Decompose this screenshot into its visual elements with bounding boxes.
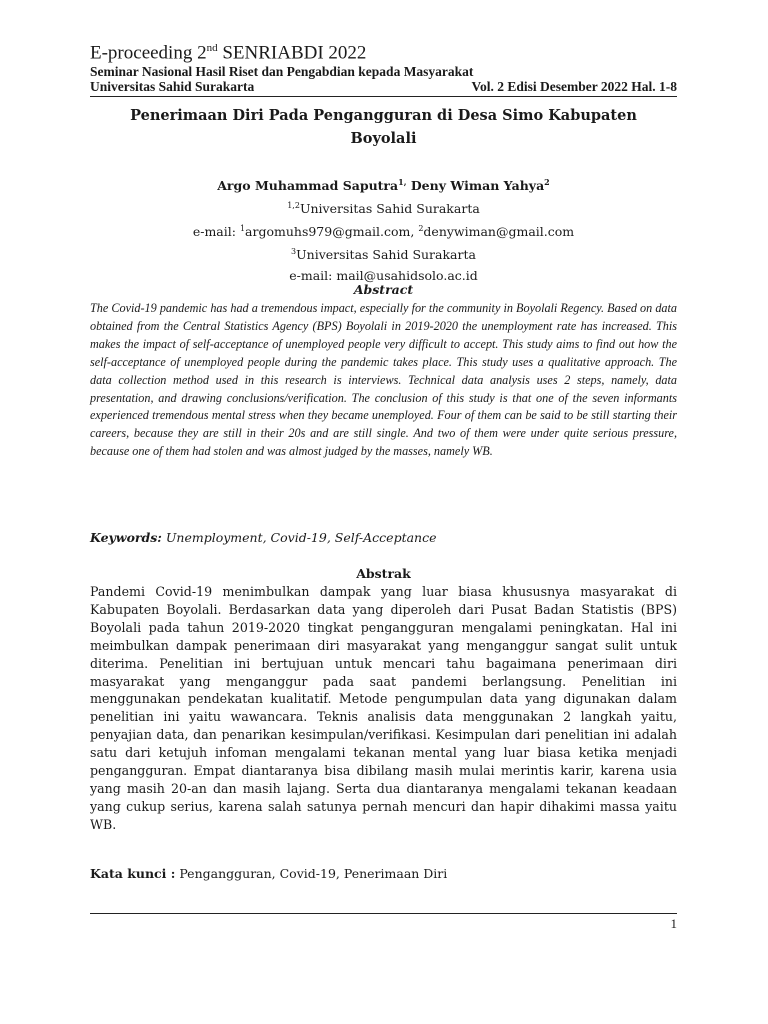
volume-info: Vol. 2 Edisi Desember 2022 Hal. 1-8 (471, 79, 677, 94)
affiliation-1: $^{1,2}$Universitas Sahid Surakarta (287, 201, 480, 217)
abstrak-heading: Abstrak (356, 566, 411, 581)
affiliation-3: $^3$Universitas Sahid Surakarta (291, 247, 476, 263)
seminar-name: Seminar Nasional Hasil Riset dan Pengabdian kepada Masyarakat (90, 64, 474, 79)
abstract-text: The Covid-19 pandemic has had a tremendous impact, especially for the community in Boyolali Regency. Based on data obtained from the Central Statistics Agency (BPS) Boyolali in 2019-2020 the unemployment rate has increased. This makes the impact of self-acceptance of unemployed people very difficult to accept. This study aims to find out how the self-acceptance of unemployed people during the pandemic takes place. This study uses a qualitative approach. The data collection method used in this research is interviews. Technical data analysis uses 2 steps, namely, data presentation, and drawing conclusions/verification. The conclusion of this study is that one of the seven informants experienced tremendous mental stress when they became unemployed. Four of them can be said to be still starting their careers, because they are still in their 20s and are still single. And two of them were under quite serious pressure, because one of them had stolen and was almost judged by the masses, namely WB. (90, 301, 677, 459)
abstract-heading: Abstract (353, 282, 414, 297)
author-emails: e-mail: $^1$argomuhs979@gmail.com, $^2$denywiman@gmail.com (192, 224, 575, 240)
kata-kunci-line (90, 866, 677, 881)
keywords-values: Unemployment, Covid-19, Self-Acceptance (161, 530, 437, 545)
keywords-line (90, 530, 677, 545)
header-divider (90, 96, 677, 97)
institution-email: e-mail: mail@usahidsolo.ac.id (289, 267, 478, 283)
page-number: 1 (670, 916, 677, 931)
proceeding-title: E-proceeding 2nd SENRIABDI 2022 (90, 42, 367, 64)
paper-title: Penerimaan Diri Pada Pengangguran di Desa Simo Kabupaten Boyolali (130, 107, 637, 147)
header-row (90, 79, 677, 95)
footer-divider (90, 913, 677, 914)
abstrak-text: Pandemi Covid-19 menimbulkan dampak yang luar biasa khususnya masyarakat di Kabupaten Boyolali. Berdasarkan data yang diperoleh dari Pusat Badan Statistis (BPS) Boyolali pada tahun 2019-2020 tingkat pengangguran mengalami peningkatan. Hal ini meimbulkan dampak penerimaan diri masyarakat yang menganggur sangat sulit untuk diterima. Penelitian ini bertujuan untuk mencari tahu bagaimana penerimaan diri masyarakat yang menganggur pada saat pandemi berlangsung. Penelitian ini menggunakan pendekatan kualitatif. Metode pengumpulan data yang digunakan dalam penelitian ini yaitu wawancara. Teknis analisis data menggunakan 2 langkah yaitu, penyajian data, dan penarikan kesimpulan/verifikasi. Kesimpulan dari penelitian ini adalah satu dari ketujuh infoman mengalami tekanan mental yang luar biasa ketika menjadi pengangguran. Empat diantaranya bisa dibilang masih mulai merintis karir, karena usia yang masih 20-an dan masih lajang. Serta dua diantaranya mengalami tekanan keadaan yang cukup serius, karena salah satunya pernah mencuri dan hapir dihakimi massa yaitu WB. (90, 584, 677, 832)
university-name: Universitas Sahid Surakarta (90, 79, 255, 94)
keywords-label: Keywords: (90, 530, 162, 545)
kata-kunci-values: Pengangguran, Covid-19, Penerimaan Diri (175, 866, 448, 881)
author-block (90, 172, 677, 286)
kata-kunci-label: Kata kunci : (90, 866, 176, 881)
author-names: Argo Muhammad Saputra$^{1,}$ Deny Wiman Yahya$^2$ (217, 177, 550, 194)
